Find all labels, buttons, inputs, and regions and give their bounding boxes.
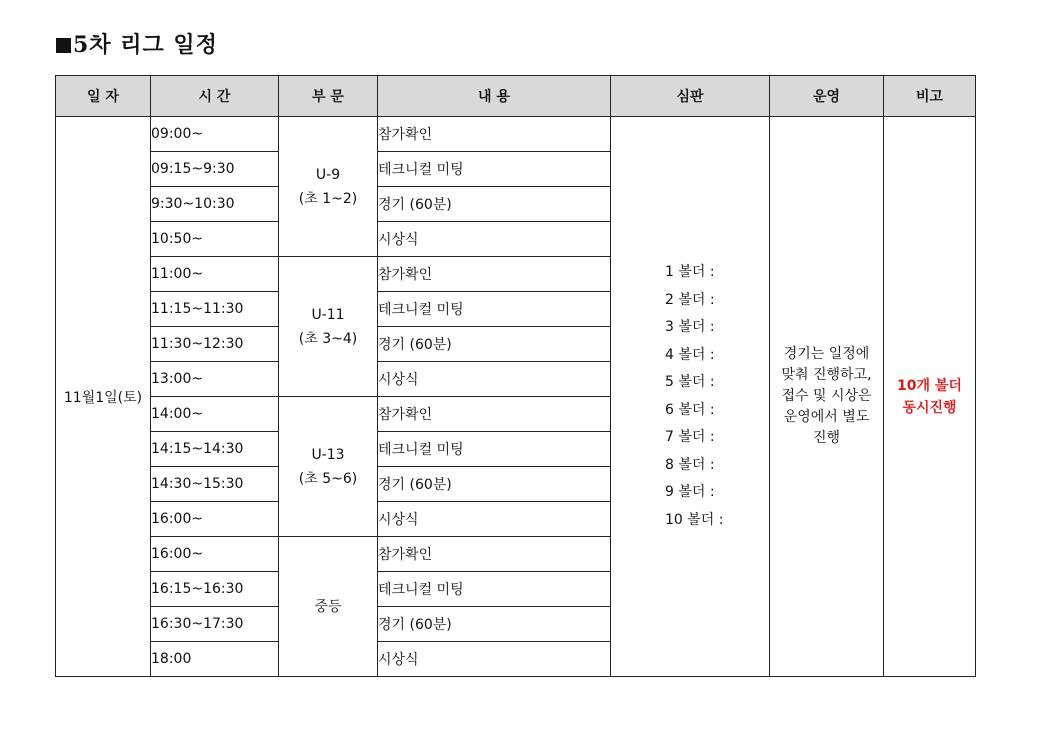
- referee-item: 9 볼더 :: [665, 484, 715, 500]
- time-cell: 14:15~14:30: [151, 432, 279, 467]
- time-cell: 09:00~: [151, 117, 279, 152]
- note-cell: [884, 117, 976, 677]
- operations-line: 맞춰 진행하고,: [781, 367, 872, 383]
- time-cell: 11:30~12:30: [151, 327, 279, 362]
- content-cell: 테크니컬 미팅: [378, 572, 611, 607]
- header-date: 일 자: [56, 76, 151, 117]
- content-cell: 시상식: [378, 642, 611, 677]
- referee-item: 6 볼더 :: [665, 401, 715, 418]
- referee-item: 2 볼더 :: [665, 291, 715, 308]
- schedule-body: [56, 117, 976, 677]
- header-referee: 심판: [611, 76, 770, 117]
- header-category: 부 문: [279, 76, 378, 117]
- time-cell: 9:30~10:30: [151, 187, 279, 222]
- content-cell: 테크니컬 미팅: [378, 152, 611, 187]
- header-time: 시 간: [151, 76, 279, 117]
- category-line: (초 5~6): [298, 470, 358, 487]
- operations-line: 진행: [812, 430, 841, 446]
- category-line: (초 3~4): [298, 330, 358, 347]
- time-cell: 09:15~9:30: [151, 152, 279, 187]
- content-cell: 시상식: [378, 362, 611, 397]
- note-line: 동시진행: [902, 399, 957, 416]
- content-cell: 경기 (60분): [378, 607, 611, 642]
- category-cell: [279, 257, 378, 397]
- category-line: U-11: [311, 306, 345, 323]
- referee-cell: [611, 117, 770, 677]
- referee-item: 3 볼더 :: [665, 319, 715, 335]
- category-line: U-9: [315, 166, 341, 183]
- table-row: [56, 117, 976, 152]
- referee-item: 10 볼더 :: [665, 511, 724, 528]
- operations-line: 접수 및 시상은: [781, 388, 872, 404]
- operations-cell: [770, 117, 884, 677]
- date-cell: 11월1일(토): [56, 117, 151, 677]
- category-cell: [279, 117, 378, 257]
- time-cell: 10:50~: [151, 222, 279, 257]
- content-cell: 테크니컬 미팅: [378, 292, 611, 327]
- black-square-icon: [56, 38, 71, 53]
- header-note: 비고: [884, 76, 976, 117]
- time-cell: 11:15~11:30: [151, 292, 279, 327]
- time-cell: 13:00~: [151, 362, 279, 397]
- content-cell: 참가확인: [378, 257, 611, 292]
- page-title-text: 5차 리그 일정: [73, 32, 218, 58]
- schedule-table: [55, 75, 976, 677]
- referee-item: 5 볼더 :: [665, 374, 715, 390]
- content-cell: 참가확인: [378, 397, 611, 432]
- referee-item: 1 볼더 :: [665, 264, 715, 280]
- time-cell: 11:00~: [151, 257, 279, 292]
- time-cell: 16:15~16:30: [151, 572, 279, 607]
- content-cell: 경기 (60분): [378, 327, 611, 362]
- category-line: 중등: [314, 598, 342, 615]
- referee-item: 4 볼더 :: [665, 346, 715, 363]
- content-cell: 테크니컬 미팅: [378, 432, 611, 467]
- time-cell: 18:00: [151, 642, 279, 677]
- header-row: [56, 76, 976, 117]
- operations-line: 경기는 일정에: [783, 346, 870, 362]
- time-cell: 16:00~: [151, 537, 279, 572]
- content-cell: 참가확인: [378, 537, 611, 572]
- time-cell: 16:30~17:30: [151, 607, 279, 642]
- time-cell: 14:30~15:30: [151, 467, 279, 502]
- referee-item: 7 볼더 :: [665, 429, 715, 445]
- category-cell: [279, 397, 378, 537]
- content-cell: 시상식: [378, 222, 611, 257]
- category-line: U-13: [311, 446, 345, 463]
- header-content: 내 용: [378, 76, 611, 117]
- category-line: (초 1~2): [298, 190, 358, 207]
- content-cell: 참가확인: [378, 117, 611, 152]
- referee-list: [611, 259, 769, 534]
- note-line: 10개 볼더: [897, 377, 962, 394]
- category-cell: [279, 537, 378, 677]
- referee-item: 8 볼더 :: [665, 456, 715, 473]
- time-cell: 14:00~: [151, 397, 279, 432]
- header-operations: 운영: [770, 76, 884, 117]
- content-cell: 경기 (60분): [378, 467, 611, 502]
- page-title: [56, 28, 218, 59]
- content-cell: 경기 (60분): [378, 187, 611, 222]
- time-cell: 16:00~: [151, 502, 279, 537]
- operations-line: 운영에서 별도: [783, 409, 870, 425]
- content-cell: 시상식: [378, 502, 611, 537]
